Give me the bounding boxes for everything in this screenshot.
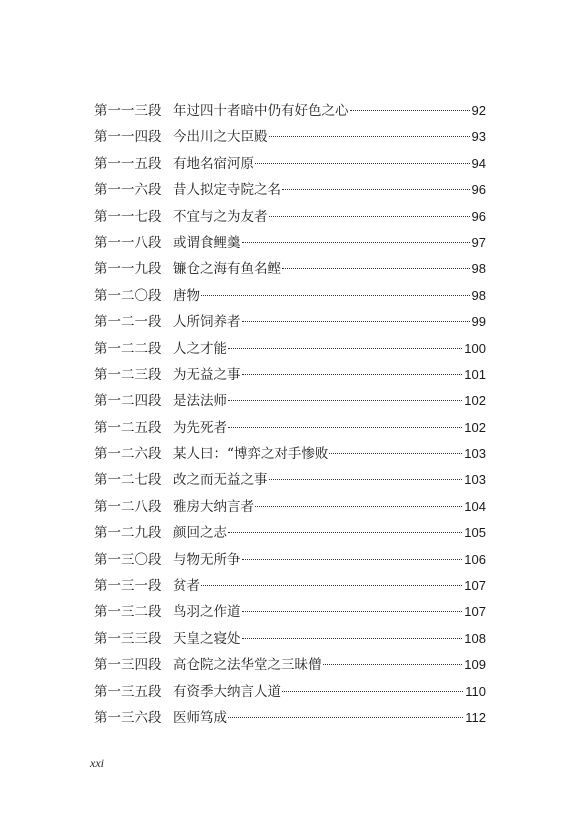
toc-entry — [94, 415, 486, 441]
toc-entry-title: 唐物 — [173, 287, 200, 304]
toc-entry-title: 颜回之志 — [173, 525, 227, 542]
toc-entry-title: 有地名宿河原 — [173, 155, 254, 172]
toc-page-number: 103 — [464, 472, 486, 488]
toc-entry — [94, 467, 486, 493]
toc-page-number: 96 — [471, 182, 486, 198]
toc-entry — [94, 204, 486, 230]
toc-section-number: 第一二八段 — [94, 498, 162, 515]
toc-section-number: 第一三〇段 — [94, 551, 162, 568]
dot-leader — [228, 400, 462, 401]
toc-entry-title: 人所饲养者 — [173, 314, 241, 331]
dot-leader — [282, 268, 470, 269]
toc-page-number: 100 — [464, 340, 486, 356]
toc-entry — [94, 573, 486, 599]
toc-entry-title: 与物无所争 — [173, 551, 241, 568]
toc-page-number: 97 — [471, 234, 486, 250]
toc-entry — [94, 362, 486, 388]
toc-section-number: 第一二〇段 — [94, 287, 162, 304]
toc-entry — [94, 177, 486, 203]
toc-entry-title: 雅房大纳言者 — [173, 498, 254, 515]
toc-entry-title: 有资季大纳言人道 — [173, 683, 281, 700]
toc-entry-title: 某人曰：“博弈之对手惨败 — [173, 446, 329, 463]
toc-entry-title: 人之才能 — [173, 340, 227, 357]
toc-page-number: 104 — [464, 498, 486, 514]
toc-page-number: 102 — [464, 393, 486, 409]
dot-leader — [201, 585, 462, 586]
toc-section-number: 第一三二段 — [94, 604, 162, 621]
toc-section-number: 第一三四段 — [94, 657, 162, 674]
toc-page-number: 106 — [464, 551, 486, 567]
toc-section-number: 第一三五段 — [94, 683, 162, 700]
toc-entry-title: 鸟羽之作道 — [173, 604, 241, 621]
toc-entry-title: 贫者 — [173, 578, 200, 595]
dot-leader — [228, 348, 462, 349]
toc-section-number: 第一二四段 — [94, 393, 162, 410]
toc-page-number: 94 — [471, 155, 486, 171]
toc-section-number: 第一一五段 — [94, 155, 162, 172]
dot-leader — [242, 559, 463, 560]
dot-leader — [269, 216, 470, 217]
dot-leader — [255, 506, 462, 507]
toc-entry-title: 为先死者 — [173, 419, 227, 436]
toc-entry — [94, 283, 486, 309]
toc-page-number: 110 — [465, 683, 486, 699]
dot-leader — [269, 479, 463, 480]
dot-leader — [269, 136, 470, 137]
toc-entry — [94, 98, 486, 124]
dot-leader — [228, 532, 462, 533]
dot-leader — [228, 717, 463, 718]
toc-section-number: 第一一三段 — [94, 103, 162, 119]
dot-leader — [350, 110, 470, 111]
toc-section-number: 第一二一段 — [94, 314, 162, 331]
dot-leader — [242, 242, 470, 243]
toc-section-number: 第一二二段 — [94, 340, 162, 357]
toc-entry-title: 今出川之大臣殿 — [173, 129, 268, 146]
toc-entry-title: 为无益之事 — [173, 366, 241, 383]
toc-page-number: 99 — [471, 314, 486, 330]
toc-entry-title: 不宜与之为友者 — [173, 208, 268, 225]
toc-entry — [94, 124, 486, 150]
toc-entry — [94, 336, 486, 362]
toc-entry — [94, 309, 486, 335]
toc-page-number: 107 — [464, 604, 486, 620]
table-of-contents — [94, 98, 486, 731]
toc-entry — [94, 652, 486, 678]
toc-section-number: 第一一八段 — [94, 234, 162, 251]
toc-entry — [94, 599, 486, 625]
toc-entry-title: 是法法师 — [173, 393, 227, 410]
toc-section-number: 第一一六段 — [94, 182, 162, 199]
toc-entry-title: 镰仓之海有鱼名鲣 — [173, 261, 281, 278]
toc-entry — [94, 547, 486, 573]
toc-page-number: 112 — [465, 709, 486, 725]
dot-leader — [282, 189, 470, 190]
dot-leader — [242, 374, 463, 375]
toc-entry — [94, 494, 486, 520]
toc-section-number: 第一三六段 — [94, 709, 162, 726]
toc-entry — [94, 626, 486, 652]
toc-page-number: 109 — [464, 657, 486, 673]
toc-section-number: 第一一七段 — [94, 208, 162, 225]
toc-entry-title: 年过四十者暗中仍有好色之心 — [173, 103, 349, 119]
toc-entry-title: 高仓院之法华堂之三昧僧 — [173, 657, 322, 674]
dot-leader — [282, 691, 463, 692]
dot-leader — [242, 611, 463, 612]
toc-page-number: 103 — [464, 446, 486, 462]
toc-page-number: 108 — [464, 630, 486, 646]
toc-entry-title: 昔人拟定寺院之名 — [173, 182, 281, 199]
toc-entry — [94, 388, 486, 414]
toc-page-number: 98 — [471, 261, 486, 277]
toc-entry — [94, 679, 486, 705]
dot-leader — [323, 664, 463, 665]
dot-leader — [228, 427, 462, 428]
toc-entry — [94, 151, 486, 177]
toc-section-number: 第一三三段 — [94, 630, 162, 647]
dot-leader — [329, 453, 462, 454]
toc-page-number: 93 — [471, 129, 486, 145]
dot-leader — [242, 321, 470, 322]
dot-leader — [242, 638, 463, 639]
toc-section-number: 第一二九段 — [94, 525, 162, 542]
page-folio: xxi — [90, 756, 104, 770]
toc-entry — [94, 230, 486, 256]
toc-entry-title: 改之而无益之事 — [173, 472, 268, 489]
toc-entry — [94, 256, 486, 282]
toc-section-number: 第一一四段 — [94, 129, 162, 146]
toc-section-number: 第一一九段 — [94, 261, 162, 278]
toc-section-number: 第一二七段 — [94, 472, 162, 489]
toc-entry — [94, 441, 486, 467]
toc-entry-title: 天皇之寝处 — [173, 630, 241, 647]
toc-section-number: 第一二六段 — [94, 446, 162, 463]
toc-entry-title: 医师笃成 — [173, 709, 227, 726]
toc-section-number: 第一三一段 — [94, 578, 162, 595]
toc-page-number: 92 — [471, 103, 486, 118]
toc-page-number: 105 — [464, 525, 486, 541]
toc-section-number: 第一二三段 — [94, 366, 162, 383]
toc-page-number: 107 — [464, 578, 486, 594]
toc-page-number: 102 — [464, 419, 486, 435]
dot-leader — [255, 163, 470, 164]
toc-section-number: 第一二五段 — [94, 419, 162, 436]
toc-entry — [94, 705, 486, 731]
toc-entry — [94, 520, 486, 546]
toc-page-number: 101 — [464, 366, 486, 382]
toc-page-number: 98 — [471, 287, 486, 303]
toc-page-number: 96 — [471, 208, 486, 224]
toc-entry-title: 或谓食鲤羹 — [173, 234, 241, 251]
dot-leader — [201, 295, 470, 296]
